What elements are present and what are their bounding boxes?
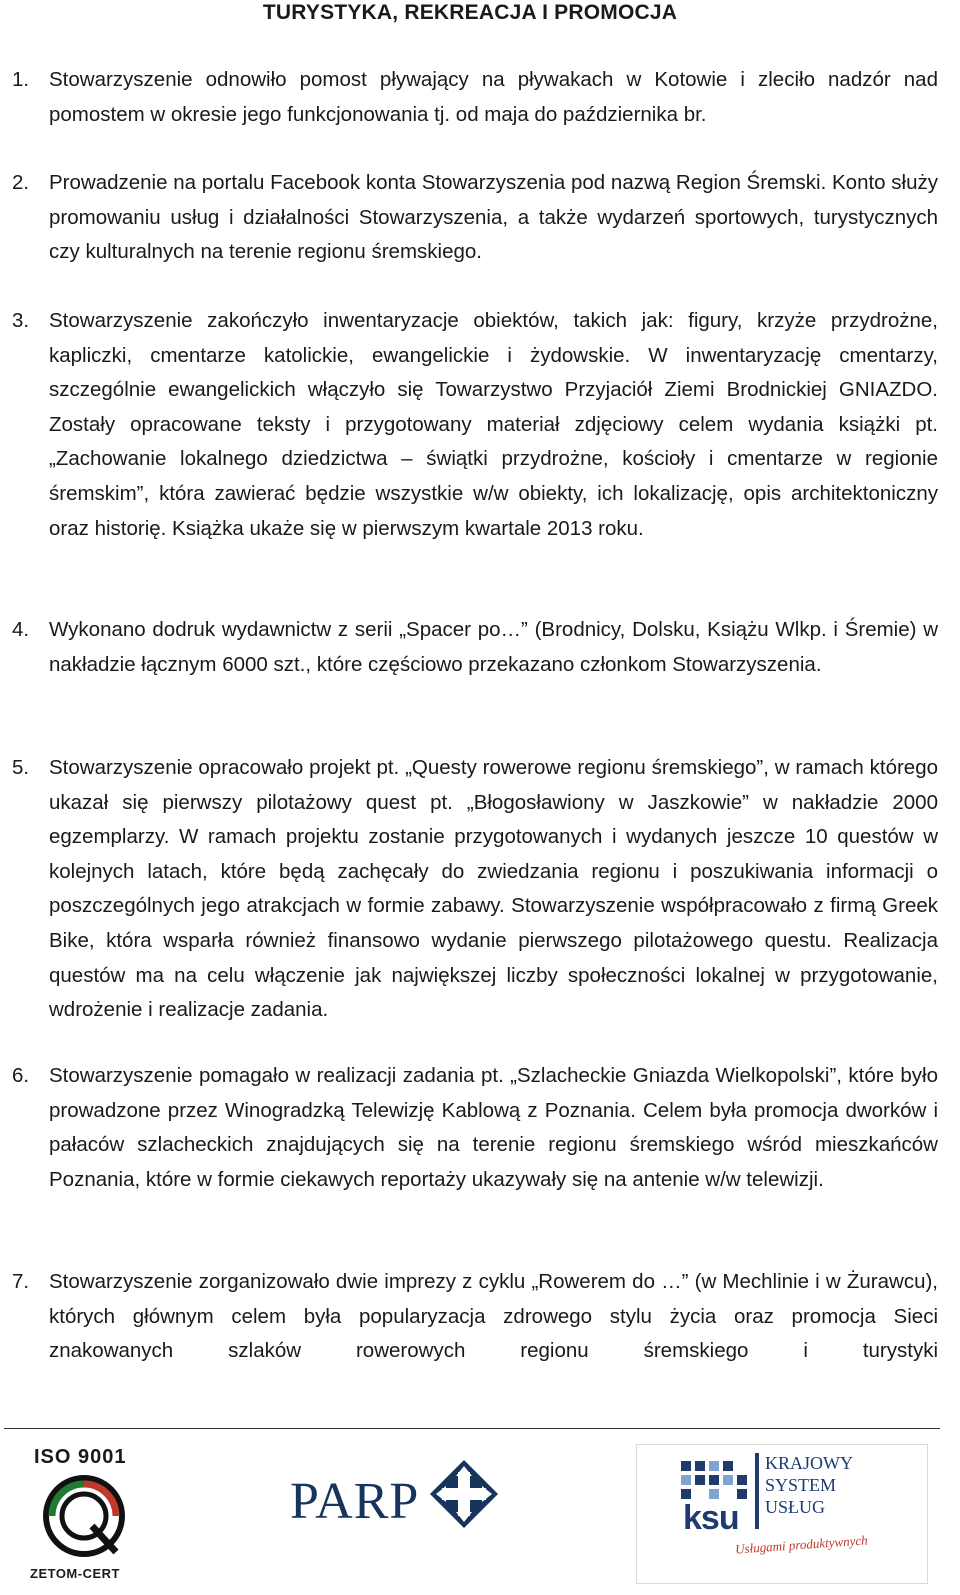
footer-divider — [4, 1428, 940, 1429]
iso-title: ISO 9001 — [34, 1446, 127, 1468]
item-text: Wykonano dodruk wydawnictw z serii „Spacer po…” (Brodnicy, Dolsku, Książu Wlkp. i Śremie) w nakładzie łącznym 6000 szt., które częściowo przekazano członkom Stowarzyszenia. — [49, 618, 938, 676]
page-title: TURYSTYKA, REKREACJA I PROMOCJA — [262, 1, 678, 24]
item-text: Stowarzyszenie pomagało w realizacji zadania pt. „Szlacheckie Gniazda Wielkopolski”, które było prowadzone przez Winogradzką Telewizję Kablową z Poznania. Celem była promocja dworków i pałaców szlacheckich znajdujących się na terenie regionu śremskiego wśród mieszkańców Poznania, które w formie ciekawych reportaży ukazywały się na antenie w/w telewizji. — [49, 1064, 938, 1191]
list-item-7 — [12, 1265, 938, 1369]
list-item-6 — [12, 1059, 938, 1197]
ksu-divider — [755, 1453, 759, 1529]
item-text: Stowarzyszenie odnowiło pomost pływający na pływakach w Kotowie i zleciło nadzór nad pomostem w okresie jego funkcjonowania tj. od maja do października br. — [49, 68, 938, 126]
ksu-line3: USŁUG — [765, 1497, 826, 1517]
item-text: Stowarzyszenie zakończyło inwentaryzacje obiektów, takich jak: figury, krzyże przydrożne, kapliczki, cmentarze katolickie, ewangelickie i żydowskie. W inwentaryzację cmentarzy, szczególnie ewangelickich włączyło się Towarzystwo Przyjaciół Ziemi Brodnickiej GNIAZDO. Zostały opracowane teksty i przygotowany materiał zdjęciowy celem wydania książki pt. „Zachowanie lokalnego dziedzictwa – świątki przydrożne, kościoły i cmentarze w regionie śremskim”, która zawierać będzie wszystkie w/w obiekty, ich lokalizację, opis architektoniczny oraz historię. Książka ukaże się w pierwszym kwartale 2013 roku. — [49, 309, 938, 540]
item-text: Stowarzyszenie opracowało projekt pt. „Questy rowerowe regionu śremskiego”, w ramach którego ukazał się pierwszy pilotażowy quest pt. „Błogosławiony w Jaszkowie” w nakładzie 2000 egzemplarzy. W ramach projektu zostanie przygotowanych i wydanych jeszcze 10 questów w kolejnych latach, które będą zachęcały do zwiedzania regionu i poszukiwania informacji o poszczególnych jego atrakcjach w formie zabawy. Stowarzyszenie współpracowało z firmą Greek Bike, która wsparła również finansowo wydanie pierwszego pilotażowego questu. Realizacja questów ma na celu włączenie jak największej liczby społeczności lokalnej w przygotowanie, wdrożenie i realizacje zadania. — [49, 756, 938, 1022]
item-text: Stowarzyszenie zorganizowało dwie imprezy z cyklu „Rowerem do …” (w Mechlinie i w Żurawcu), których głównym celem była popularyzacja zdrowego stylu życia oraz promocja Sieci znakowanych szlaków rowerowych regionu śremskiego i turystyki — [49, 1270, 938, 1363]
item-number: 2. — [12, 171, 30, 194]
parp-wordmark: PARP — [290, 1473, 420, 1530]
item-number: 6. — [12, 1064, 30, 1087]
iso-emblem-icon — [42, 1474, 126, 1558]
parp-logo — [290, 1450, 510, 1560]
item-text: Prowadzenie na portalu Facebook konta Stowarzyszenia pod nazwą Region Śremski. Konto służy promowaniu usług i działalności Stowarzyszenia, a także wydarzeń sportowych, turystycznych czy kulturalnych na terenie regionu śremskiego. — [49, 171, 938, 264]
item-number: 3. — [12, 309, 30, 332]
iso-logo — [28, 1446, 138, 1586]
ksu-tagline: Usługami produktywnych — [734, 1532, 869, 1557]
list-item-1 — [12, 63, 938, 132]
ksu-line1: KRAJOWY — [765, 1453, 853, 1473]
ksu-line2: SYSTEM — [765, 1475, 837, 1495]
iso-caption: ZETOM-CERT — [30, 1566, 120, 1581]
ksu-logo — [636, 1444, 928, 1584]
list-item-5 — [12, 751, 938, 1028]
item-number: 1. — [12, 68, 30, 91]
item-number: 4. — [12, 618, 30, 641]
parp-arrows-icon — [428, 1458, 500, 1530]
item-number: 7. — [12, 1270, 30, 1293]
ksu-abbr: ksu — [683, 1499, 739, 1537]
list-item-2 — [12, 166, 938, 270]
list-item-4 — [12, 613, 938, 682]
item-number: 5. — [12, 756, 30, 779]
list-item-3 — [12, 304, 938, 546]
ksu-squares-icon — [681, 1461, 749, 1499]
